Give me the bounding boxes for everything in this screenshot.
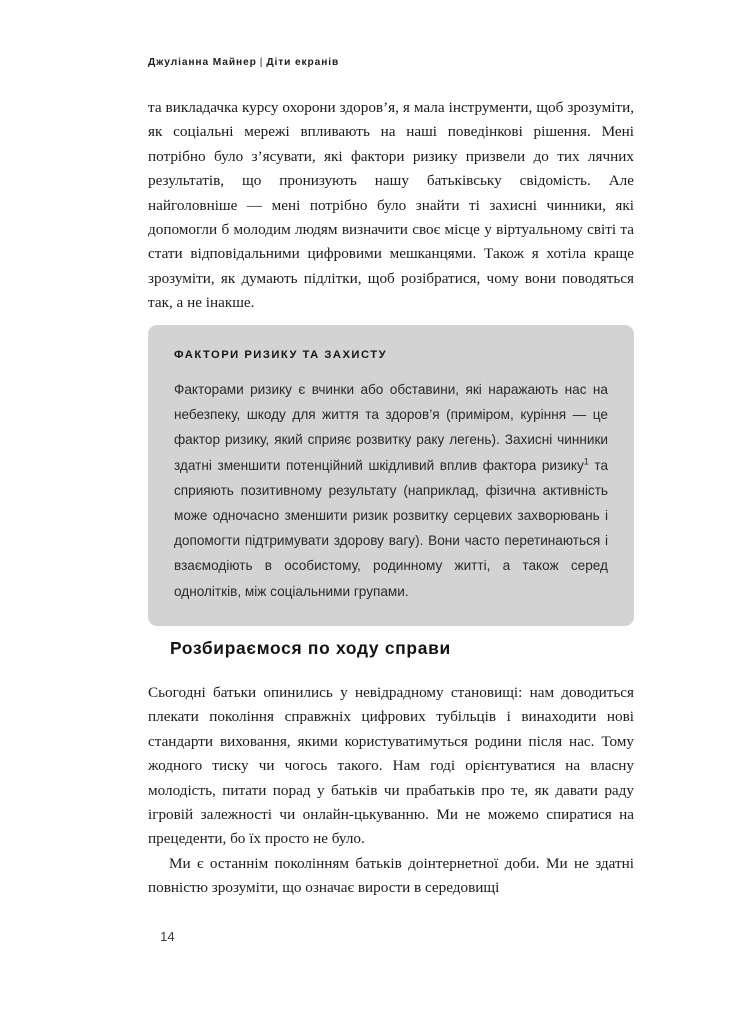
body-paragraph: та викладачка курсу охорони здоров’я, я мала інструменти, щоб зрозуміти, як соціальні мережі впливають на наші поведінкові рішення. Мені потрібно було з’ясувати, які фактори ризику призвели до тих лячних результатів, що пронизують нашу батьківську свідомість. Але найголовніше — мені потрібно було знайти ті захисні чинники, які допомогли б молодим людям визначити своє місце у віртуальному світі та стати відповідальними цифровими мешканцями. Також я хотіла краще зрозуміти, як думають підлітки, щоб розібратися, чому вони поводяться так, а не інакше. (148, 99, 634, 312)
footnote-reference-marker: 1 (583, 456, 589, 467)
section-heading: Розбираємося по ходу справи (170, 638, 451, 658)
running-head-book-title: Діти екранів (266, 57, 340, 68)
callout-box-risk-and-protective-factors (148, 325, 634, 626)
callout-body-part-1: Факторами ризику є вчинки або обставини, які наражають нас на небезпеку, шкоду для життя та здоров’я (приміром, куріння — це фактор ризику, який сприяє розвитку раку легень). Захисні чинники здатні зменшити потенційний шкідливий вплив фактора ризику (174, 382, 608, 473)
main-text-block (148, 96, 634, 316)
body-paragraph: Ми є останнім поколінням батьків доінтернетної доби. Ми не здатні повністю зрозуміти, що означає вирости в середовищі (148, 854, 634, 897)
callout-body (174, 377, 608, 604)
body-paragraph: Сьогодні батьки опинились у невідрадному становищі: нам доводиться плекати покоління справжніх цифрових тубільців і винаходити нові стандарти виховання, якими користуватимуться родини після нас. Тому жодного тиску чи чогось такого. Нам годі орієнтуватися на власну молодість, питати порад у батьків чи прабатьків про те, як давати раду ігровій залежності чи онлайн-цькуванню. Ми не можемо спиратися на прецеденти, бо їх просто не було. (148, 684, 634, 848)
running-head-author: Джуліанна Майнер (148, 57, 257, 68)
running-head (148, 57, 634, 68)
running-head-separator: | (259, 57, 264, 68)
page-number: 14 (160, 929, 175, 944)
section-text-block (148, 681, 634, 901)
callout-title: ФАКТОРИ РИЗИКУ ТА ЗАХИСТУ (174, 349, 388, 361)
callout-body-part-2: та сприяють позитивному результату (наприклад, фізична активність може одночасно зменшити ризик розвитку серцевих захворювань і допомогти підтримувати здорову вагу). Вони часто перетинаються і взаємодіють в особистому, родинному житті, а також серед однолітків, між соціальними групами. (174, 457, 608, 599)
